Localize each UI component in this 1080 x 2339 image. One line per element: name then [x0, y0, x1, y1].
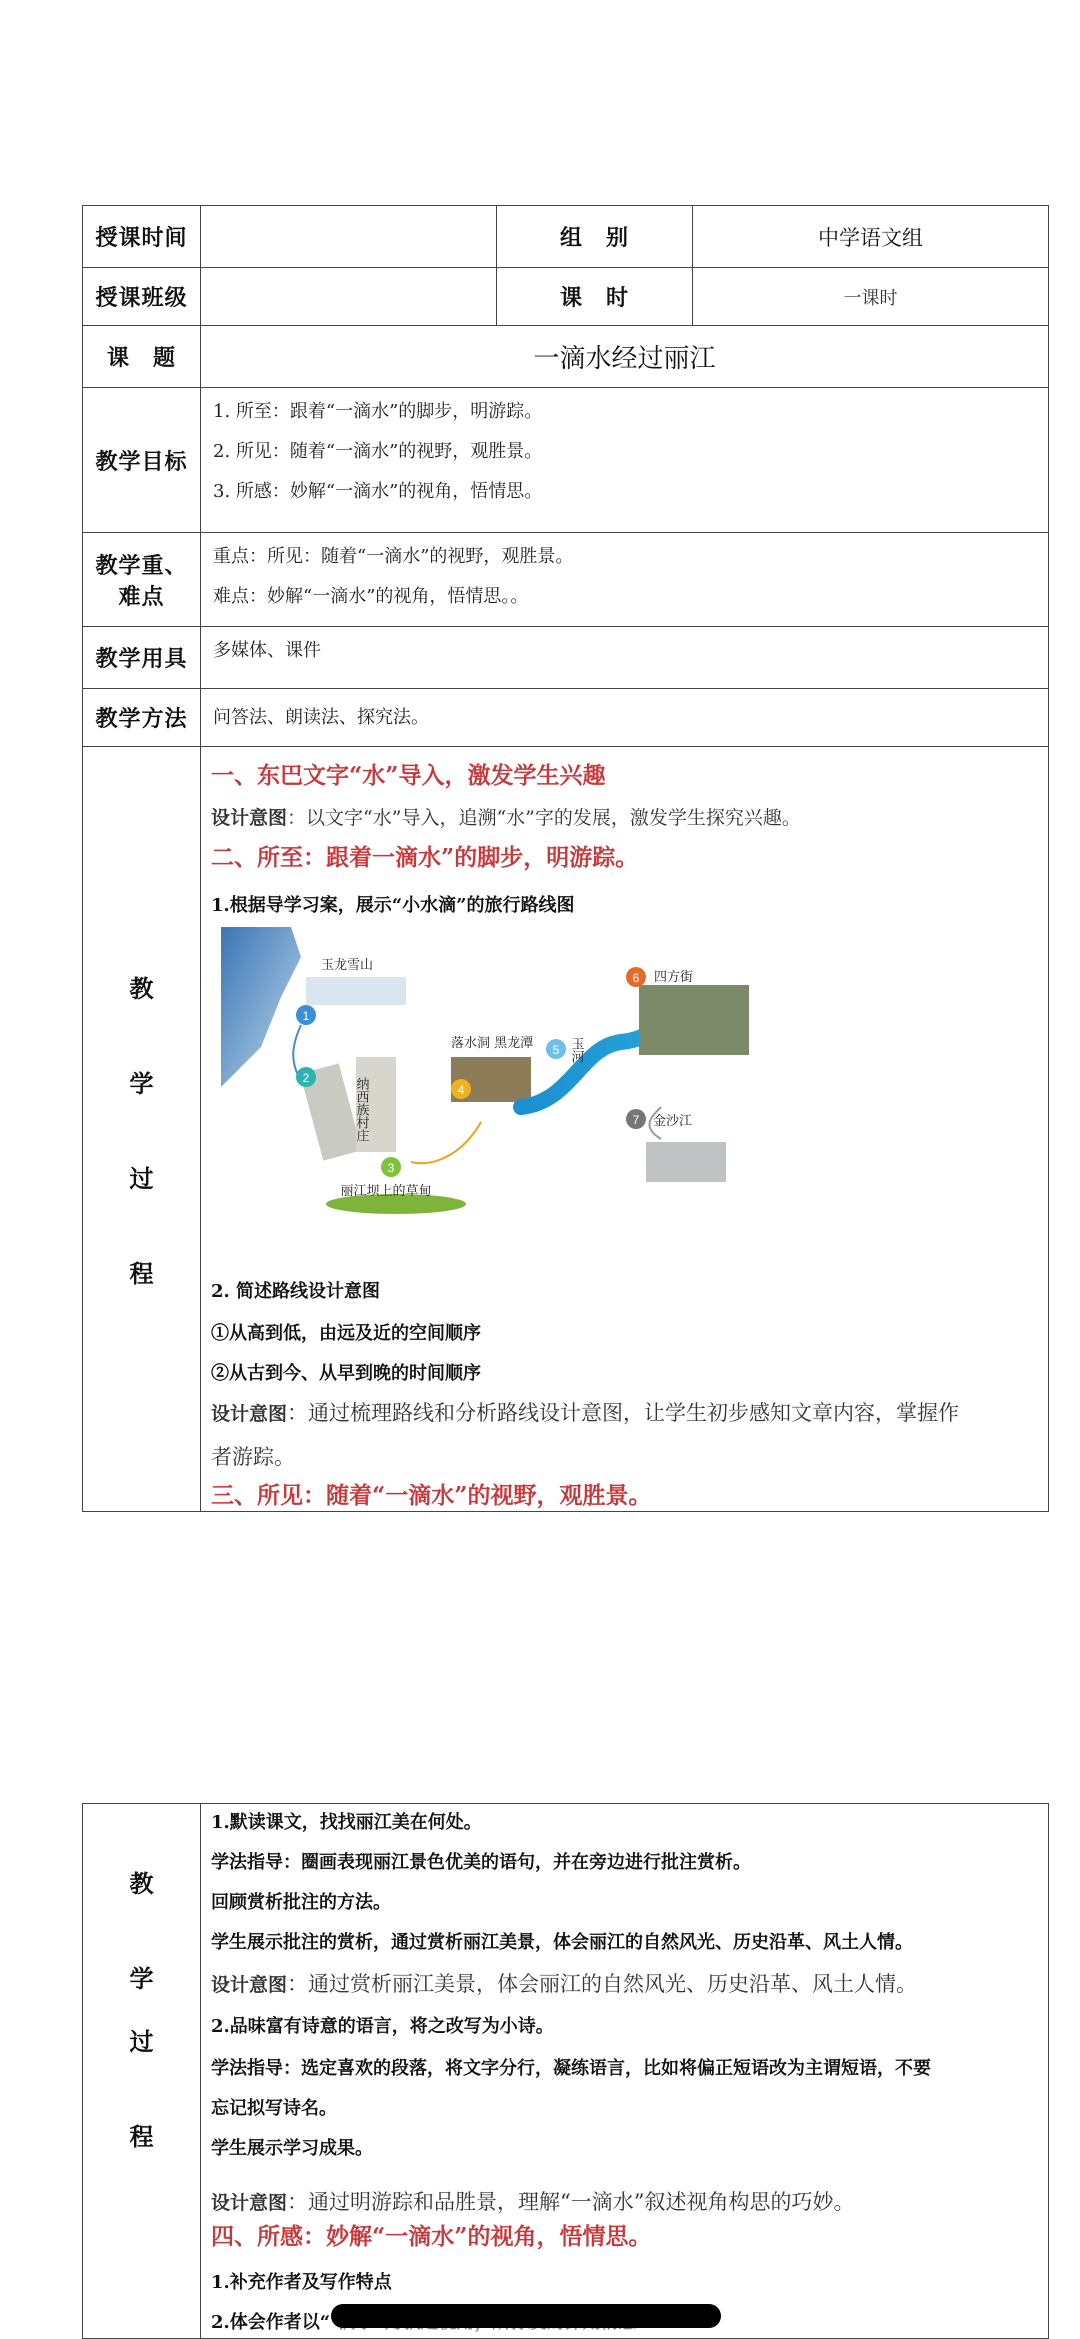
marker-2	[296, 1067, 316, 1087]
map-label-sifang: 四方街	[654, 970, 694, 985]
section-heading-4: 四、所感：妙解“一滴水”的视角，悟情思。	[211, 2223, 652, 2250]
label-key-points: 教学重、 难点	[83, 533, 201, 627]
svg-text:3: 3	[387, 1161, 395, 1175]
objectives-list	[201, 388, 1049, 533]
step-line: 学法指导：圈画表现丽江景色优美的语句，并在旁边进行批注赏析。	[211, 1852, 751, 1873]
marker-6	[626, 967, 646, 987]
step-2-label: 2. 简述路线设计意图	[211, 1281, 381, 1302]
design-intent-2: 设计意图：通过梳理路线和分析路线设计意图，让学生初步感知文章内容，掌握作	[211, 1401, 960, 1425]
label-periods: 课 时	[497, 268, 693, 326]
periods-value: 一课时	[693, 268, 1049, 326]
svg-text:5: 5	[552, 1043, 560, 1057]
marker-4	[451, 1079, 471, 1099]
step-line: 2.体会作者以“	[211, 2312, 331, 2333]
section-heading-1: 一、东巴文字“水”导入，激发学生兴趣	[211, 762, 606, 789]
section-heading-2: 二、所至：跟着一滴水”的脚步，明游踪。	[211, 844, 639, 871]
class-value	[201, 268, 497, 326]
map-label-naxi: 纳西族村庄	[353, 1077, 369, 1142]
label-class-time: 授课时间	[83, 206, 201, 268]
design-intent-1: 设计意图：以文字“水”导入，追溯“水”字的发展，激发学生探究兴趣。	[211, 807, 801, 829]
svg-text:2: 2	[302, 1071, 310, 1085]
process-content-2	[201, 1804, 1049, 2339]
step-line: 学法指导：选定喜欢的段落，将文字分行，凝练语言，比如将偏正短语改为主谓短语，不要	[211, 2058, 931, 2079]
group-value: 中学语文组	[693, 206, 1049, 268]
lesson-plan-table-2	[82, 1803, 1049, 2339]
marker-1	[296, 1005, 316, 1025]
label-topic: 课 题	[83, 326, 201, 388]
jinsha-river-image	[646, 1142, 726, 1182]
process-content	[201, 747, 1049, 1512]
step-line: 学生展示学习成果。	[211, 2138, 373, 2159]
process-label: 教 学 过 程	[83, 747, 201, 1512]
label-teaching-tools: 教学用具	[83, 627, 201, 689]
order-item-1: ①从高到低，由远及近的空间顺序	[211, 1323, 481, 1344]
route-map-illustration	[221, 927, 761, 1227]
design-intent-3: 设计意图：通过赏析丽江美景，体会丽江的自然风光、历史沿革、风土人情。	[211, 1972, 918, 1996]
marker-7	[626, 1109, 646, 1129]
svg-text:7: 7	[632, 1113, 640, 1127]
label-group: 组 别	[497, 206, 693, 268]
teaching-tools-value: 多媒体、课件	[201, 627, 1049, 689]
map-label-yulong: 玉龙雪山	[321, 958, 374, 973]
key-point-item: 难点：妙解“一滴水”的视角，悟情思。。	[213, 586, 529, 607]
lesson-plan-table-1	[82, 205, 1049, 1512]
section-heading-3: 三、所见：随着“一滴水”的视野，观胜景。	[211, 1482, 652, 1509]
snow-mountain-image	[306, 977, 406, 1005]
order-item-2: ②从古到今、从早到晚的时间顺序	[211, 1363, 481, 1384]
svg-text:1: 1	[302, 1009, 310, 1023]
map-label-jinsha: 金沙江	[653, 1114, 693, 1129]
step-line: 1.默读课文，找找丽江美在何处。	[211, 1812, 482, 1833]
design-intent-2-cont: 者游踪。	[211, 1445, 295, 1469]
marker-5	[546, 1039, 566, 1059]
objective-item: 3. 所感：妙解“一滴水”的视角，悟情思。	[213, 481, 543, 502]
step-line: 学生展示批注的赏析，通过赏析丽江美景，体会丽江的自然风光、历史沿革、风土人情。	[211, 1932, 913, 1953]
step-1-label: 1.根据导学习案，展示“小水滴”的旅行路线图	[211, 895, 575, 916]
redaction-bar	[331, 2304, 721, 2328]
mountain-image	[221, 927, 301, 1087]
design-intent-4: 设计意图：通过明游踪和品胜景，理解“一滴水”叙述视角构思的巧妙。	[211, 2190, 855, 2214]
teaching-methods-value: 问答法、朗读法、探究法。	[201, 689, 1049, 747]
step-line: 回顾赏析批注的方法。	[211, 1892, 391, 1913]
map-label-yuhe: 玉河	[568, 1037, 584, 1063]
step-line: 1.补充作者及写作特点	[211, 2272, 392, 2293]
key-point-item: 重点：所见：随着“一滴水”的视野，观胜景。	[213, 546, 574, 567]
sifang-street-image	[639, 985, 749, 1055]
step-line: 忘记拟写诗名。	[211, 2098, 337, 2119]
process-label-2: 教 学 过 程	[83, 1804, 201, 2339]
class-time-value	[201, 206, 497, 268]
topic-value: 一滴水经过丽江	[201, 326, 1049, 388]
map-label-pool: 落水洞 黑龙潭	[451, 1036, 534, 1051]
key-points-list	[201, 533, 1049, 627]
svg-text:4: 4	[457, 1083, 465, 1097]
svg-text:6: 6	[632, 971, 640, 985]
label-class: 授课班级	[83, 268, 201, 326]
step-line: 2.品味富有诗意的语言，将之改写为小诗。	[211, 2016, 554, 2037]
map-label-meadow: 丽江坝上的草甸	[340, 1184, 432, 1199]
label-objectives: 教学目标	[83, 388, 201, 533]
objective-item: 2. 所见：随着“一滴水”的视野，观胜景。	[213, 441, 543, 462]
label-teaching-methods: 教学方法	[83, 689, 201, 747]
objective-item: 1. 所至：跟着“一滴水”的脚步，明游踪。	[213, 401, 543, 422]
route-arrow	[411, 1122, 481, 1163]
marker-3	[381, 1157, 401, 1177]
